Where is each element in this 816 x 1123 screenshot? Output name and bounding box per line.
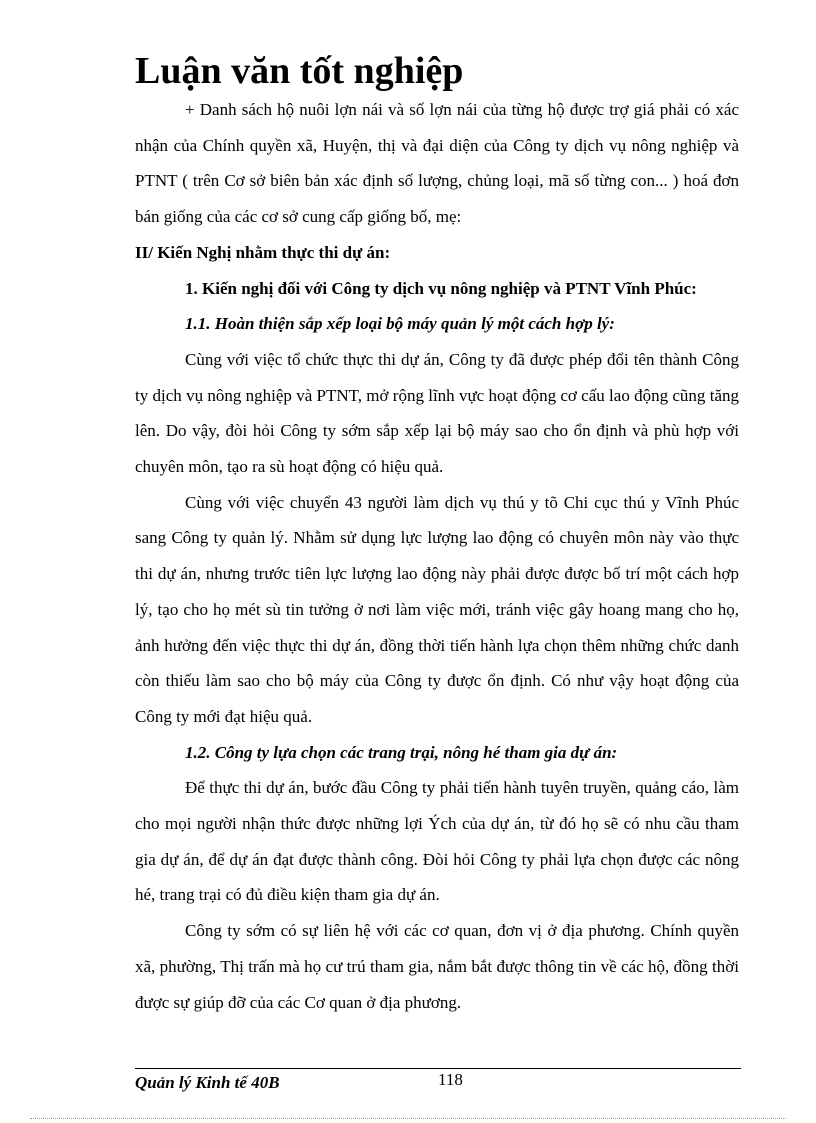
page-bottom-edge <box>30 1118 786 1119</box>
page-title: Luận văn tốt nghiệp <box>135 50 464 92</box>
paragraph-renaming: Cùng với việc tổ chức thực thi dự án, Công ty đã được phép đổi tên thành Công ty dịch vụ nông nghiệp và PTNT, mở rộng lĩnh vực hoạt động cơ cấu lao động cũng tăng lên. Do vậy, đòi hỏi Công ty sớm sắp xếp lại bộ máy sao cho ổn định và phù hợp với chuyên môn, tạo ra sù hoạt động có hiệu quả. <box>135 349 739 477</box>
paragraph-subsidy-list: + Danh sách hộ nuôi lợn nái và số lợn nái của từng hộ được trợ giá phải có xác nhận của Chính quyền xã, Huyện, thị và đại diện của Công ty dịch vụ nông nghiệp và PTNT ( trên Cơ sở biên bản xác định số lượng, chủng loại, mã số từng con... ) hoá đơn bán giống của các cơ sở cung cấp giống bố, mẹ: <box>135 100 739 227</box>
paragraph-veterinary-staff: Cùng với việc chuyển 43 người làm dịch vụ thú y tõ Chi cục thú y Vĩnh Phúc sang Công ty quản lý. Nhằm sử dụng lực lượng lao động có chuyên môn này vào thực thi dự án, nhưng trước tiên lực lượng lao động này phải được được bố trí một cách hợp lý, tạo cho họ mét sù tin tưởng ở nơi làm việc mới, tránh việc gây hoang mang cho họ, ảnh hưởng đến việc thực thi dự án, đồng thời tiến hành lựa chọn thêm những chức danh còn thiếu làm sao cho bộ máy của Công ty được ổn định. Có như vậy hoạt động của Công ty mới đạt hiệu quả. <box>135 492 739 726</box>
paragraph-local-agencies: Công ty sớm có sự liên hệ với các cơ quan, đơn vị ở địa phương. Chính quyền xã, phường, Thị trấn mà họ cư trú tham gia, nắm bắt được thông tin về các hộ, đồng thời được sự giúp đỡ của các Cơ quan ở địa phương. <box>135 921 739 1012</box>
footer-page-number: 118 <box>438 1070 463 1089</box>
footer-department: Quản lý Kinh tế 40B <box>135 1073 280 1092</box>
heading-subsection-1-1: 1.1. Hoàn thiện sắp xếp loại bộ máy quản lý một cách hợp lý: <box>185 314 615 334</box>
document-body <box>135 92 739 1020</box>
heading-recommendation-1: 1. Kiến nghị đối với Công ty dịch vụ nông nghiệp và PTNT Vĩnh Phúc: <box>185 278 697 298</box>
heading-subsection-1-2: 1.2. Công ty lựa chọn các trang trại, nông hé tham gia dự án: <box>185 742 618 762</box>
paragraph-outreach: Để thực thi dự án, bước đầu Công ty phải tiến hành tuyên truyền, quảng cáo, làm cho mọi người nhận thức được những lợi Ých của dự án, từ đó họ sẽ có nhu cầu tham gia dự án, để dự án đạt được thành công. Đòi hỏi Công ty phải lựa chọn được các nông hé, trang trại có đủ điều kiện tham gia dự án. <box>135 778 739 905</box>
section-heading-recommendations: II/ Kiến Nghị nhằm thực thi dự án: <box>135 242 391 262</box>
